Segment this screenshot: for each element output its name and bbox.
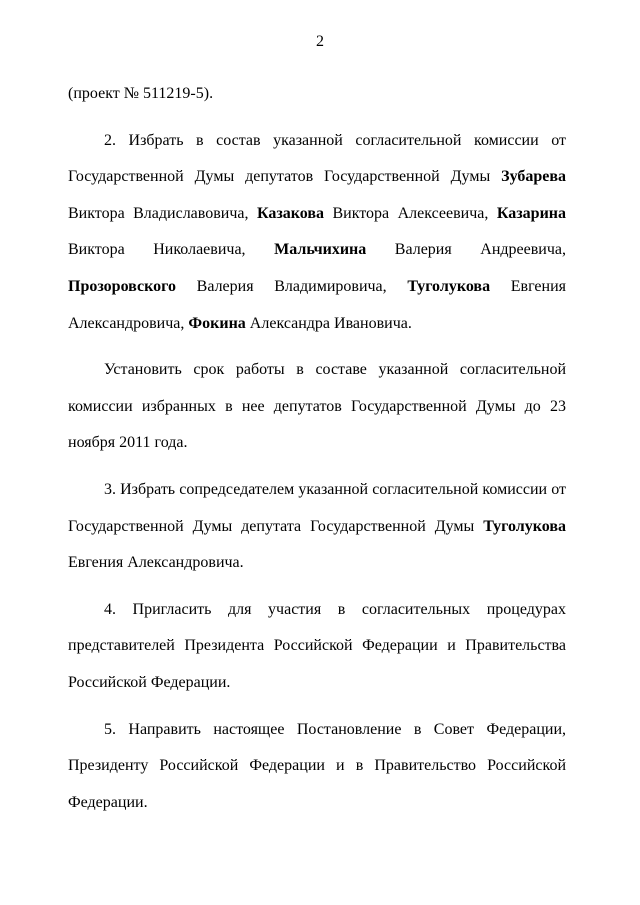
- paragraph-5-send: [68, 712, 566, 822]
- text-run: Евгения Александровича.: [68, 554, 244, 572]
- text-run: 3. Избрать сопредседателем указанной согласительной комиссии от Государственной Думы депутата Государственной Думы: [68, 480, 566, 535]
- deputy-name: Казакова: [256, 204, 325, 222]
- text-run: Виктора Алексеевича,: [324, 204, 497, 222]
- deputy-name: Зубарева: [501, 168, 566, 186]
- text-run: 4. Пригласить для участия в согласительных процедурах представителей Президента Российской Федерации и Правительства Российской Федерации.: [68, 600, 566, 691]
- document-body: [68, 76, 566, 821]
- deputy-name: Казарина: [496, 204, 566, 222]
- text-run: 2. Избрать в состав указанной согласительной комиссии от Государственной Думы депутатов Государственной Думы: [68, 131, 566, 186]
- paragraph-3-co-chair: [68, 472, 566, 582]
- text-run: Александра Ивановича.: [245, 314, 412, 332]
- deputy-name: Прозоровского: [68, 277, 176, 295]
- text-run: Виктора Владиславовича,: [68, 204, 257, 222]
- text-run: 5. Направить настоящее Постановление в Совет Федерации, Президенту Российской Федерации и в Правительство Российской Федерации.: [68, 720, 566, 811]
- paragraph-term-of-work: [68, 352, 566, 462]
- page-number: 2: [316, 33, 324, 50]
- text-run: (проект № 511219-5).: [68, 85, 214, 102]
- text-run: Виктора Николаевича,: [68, 241, 275, 259]
- paragraph-4-invite: [68, 592, 566, 702]
- deputy-name: Фокина: [188, 314, 246, 332]
- text-run: Евгения Александровича,: [68, 277, 566, 332]
- text-run: Установить срок работы в составе указанной согласительной комиссии избранных в нее депутатов Государственной Думы до 23 ноября 2011 года.: [68, 361, 566, 452]
- deputy-name: Туголукова: [407, 277, 491, 295]
- deputy-name: Туголукова: [483, 517, 566, 535]
- text-run: Валерия Андреевича,: [366, 241, 566, 259]
- deputy-name: Мальчихина: [274, 241, 367, 259]
- text-run: Валерия Владимировича,: [176, 277, 408, 295]
- paragraph-2-elect-members: [68, 123, 566, 343]
- paragraph-project-ref: [68, 76, 566, 113]
